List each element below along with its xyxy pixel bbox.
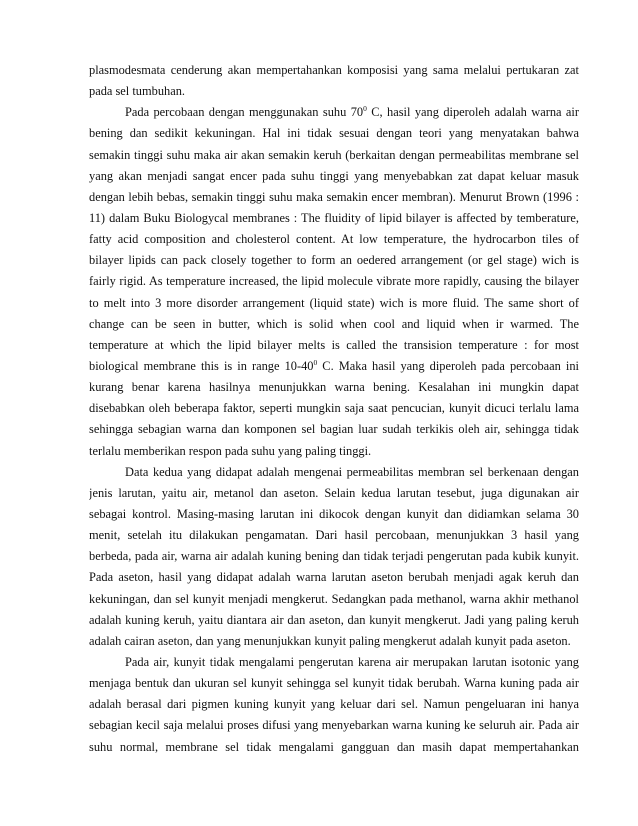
text-line: menjaga bentuk dan ukuran sel kunyit sehingga sel kunyit tidak berubah. Warna kuning pada air (89, 676, 579, 691)
text-line: menit, setelah itu dilakukan pengamatan. Dari hasil percobaan, menunjukkan 3 hasil yang (89, 528, 579, 543)
text-line: semakin tinggi suhu maka air akan semakin keruh (berkaitan dengan permeabilitas membrane sel (89, 147, 579, 162)
text-line: Pada aseton, hasil yang didapat adalah warna larutan aseton berubah menjadi agak keruh dan (89, 570, 579, 585)
text-line: adalah berasal dari pigmen kuning kunyit yang keluar dari sel. Namun pengeluaran ini hanya (89, 697, 579, 712)
text-line: dengan lebih bebas, semakin tinggi suhu maka semakin encer membran). Menurut Brown (1996 : (89, 189, 579, 204)
text-line: bening dan sedikit kekuningan. Hal ini tidak sesuai dengan teori yang menyatakan bahwa (89, 126, 579, 141)
text-line: fatty acid composition and cholesterol content. At low temperature, the hydrocarbon tiles of (89, 232, 579, 247)
text-line: sebagian kecil saja melalui proses difusi yang menyebarkan warna kuning ke seluruh air. Pada air (89, 718, 579, 733)
text-line: yang akan menjadi sangat encer pada suhu tinggi yang menyebabkan zat dapat keluar masuk (89, 168, 579, 183)
text-line: Pada air, kunyit tidak mengalami pengerutan karena air merupakan larutan isotonic yang (125, 654, 579, 669)
text-line: terlalu memberikan respon pada suhu yang paling tinggi. (89, 443, 372, 458)
text-line: plasmodesmata cenderung akan mempertahankan komposisi yang sama melalui pertukaran zat (89, 63, 579, 77)
text-line: 11) dalam Buku Biologycal membranes : The fluidity of lipid bilayer is affected by temberature, (89, 210, 579, 225)
text-line: temperature at which the lipid bilayer melts is called the transision temperature : for most (89, 337, 579, 352)
text-line: berbeda, pada air, warna air adalah kuning bening dan tidak terjadi pengerutan pada kubik kunyit. (89, 549, 579, 564)
text-line: sebagai kontrol. Masing-masing larutan ini dikocok dengan kunyit dan didiamkan selama 30 (89, 506, 579, 521)
text-line: adalah cairan aseton, dan yang menunjukkan kunyit paling mengkerut adalah kunyit pada aseton. (89, 633, 571, 648)
text-line: adalah kuning keruh, yaitu diantara air dan aseton, dan kunyit mengkerut. Jadi yang paling keruh (89, 612, 579, 627)
text-line: pada sel tumbuhan. (89, 84, 186, 99)
text-line: Data kedua yang didapat adalah mengenai permeabilitas membran sel berkenaan dengan (125, 464, 579, 479)
text-line: fairly rigid. As temperature increased, the lipid molecule vibrate more rapidly, causing the bilayer (89, 274, 579, 289)
text-line: suhu normal, membrane sel tidak mengalami gangguan dan masih dapat mempertahankan (89, 739, 579, 754)
text-line: change can be seen in butter, which is solid when cool and liquid when ir warmed. The (89, 316, 579, 331)
text-line: disebabkan oleh beberapa faktor, seperti mungkin saja saat pencucian, kunyit dicuci terlalu lama (89, 401, 579, 416)
text-line: sehingga sebagian warna dan komponen sel bagian luar sudah terkikis oleh air, sehingga tidak (89, 422, 579, 437)
degree-superscript: 0 (313, 357, 318, 367)
text-line: to melt into 3 more disorder arrangement (liquid state) wich is more fluid. The same short of (89, 295, 579, 310)
body-text (89, 60, 579, 758)
text-line: jenis larutan, yaitu air, metanol dan aseton. Selain kedua larutan tesebut, juga digunakan air (89, 485, 579, 500)
degree-superscript: 0 (363, 104, 367, 114)
text-line: kurang benar karena hasilnya menunjukkan warna bening. Kesalahan ini mungkin dapat (89, 380, 579, 395)
text-line: bilayer lipids can pack closely together to form an oedered arrangement (or gel stage) wich is (89, 253, 579, 268)
text-line: Pada percobaan dengan menggunakan suhu $70^0$ C, hasil yang diperoleh adalah warna air (125, 104, 579, 120)
text-line: kekuningan, dan sel kunyit menjadi mengkerut. Sedangkan pada methanol, warna akhir methanol (89, 591, 579, 606)
text-line: biological membrane this is in range $10-40^0$ C. Maka hasil yang diperoleh pada percobaan ini (89, 357, 579, 373)
